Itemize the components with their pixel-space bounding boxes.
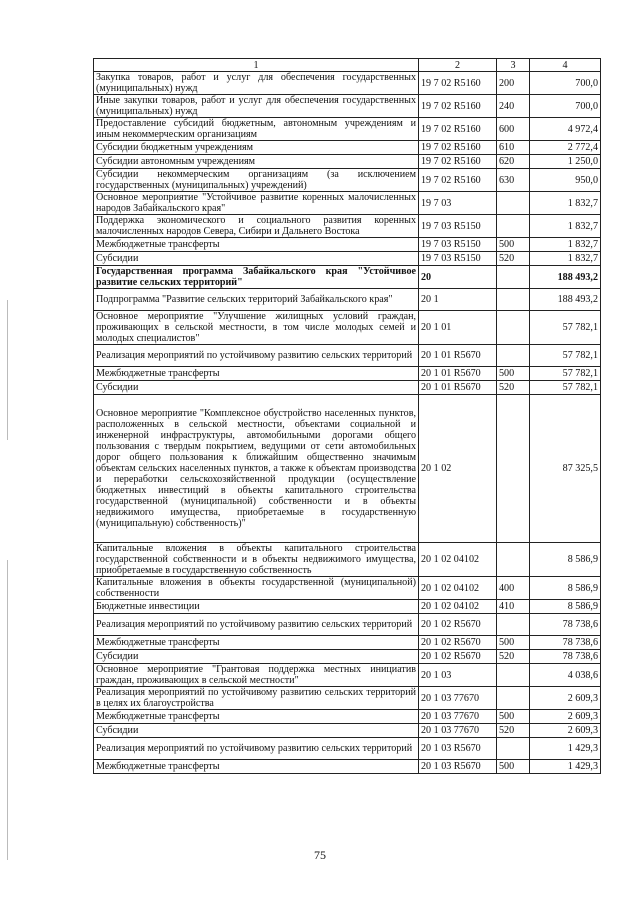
table-row <box>94 395 601 543</box>
row-code-cell: 20 1 02 R5670 <box>419 636 497 650</box>
page-number: 75 <box>314 848 326 862</box>
row-name-cell: Иные закупки товаров, работ и услуг для обеспечения государственных (муниципальных) нужд <box>94 95 419 118</box>
row-type-cell: 520 <box>497 381 530 395</box>
row-code-cell: 20 1 01 <box>419 311 497 345</box>
row-sum-cell: 188 493,2 <box>530 266 601 289</box>
row-sum-cell: 2 609,3 <box>530 710 601 724</box>
table-row <box>94 738 601 760</box>
row-code-cell: 19 7 03 <box>419 192 497 215</box>
row-sum-cell: 4 038,6 <box>530 664 601 687</box>
row-code-cell: 20 1 03 R5670 <box>419 760 497 774</box>
row-name-cell: Предоставление субсидий бюджетным, автономным учреждениям и иным некоммерческим организациям <box>94 118 419 141</box>
row-name-cell: Субсидии <box>94 381 419 395</box>
row-type-cell <box>497 192 530 215</box>
row-name-cell: Субсидии бюджетным учреждениям <box>94 141 419 155</box>
row-type-cell <box>497 311 530 345</box>
row-name-cell: Субсидии автономным учреждениям <box>94 155 419 169</box>
row-sum-cell: 1 832,7 <box>530 192 601 215</box>
row-sum-cell: 1 250,0 <box>530 155 601 169</box>
row-name-cell: Реализация мероприятий по устойчивому развитию сельских территорий <box>94 345 419 367</box>
row-code-cell: 20 1 03 <box>419 664 497 687</box>
row-type-cell <box>497 687 530 710</box>
row-name-cell: Капитальные вложения в объекты капитального строительства государственной собственности и в объекты недвижимого имущества, приобретаемые в государственную собственность <box>94 543 419 577</box>
row-sum-cell: 57 782,1 <box>530 345 601 367</box>
row-sum-cell: 57 782,1 <box>530 311 601 345</box>
row-type-cell: 520 <box>497 650 530 664</box>
row-code-cell: 20 1 03 77670 <box>419 724 497 738</box>
table-row <box>94 577 601 600</box>
row-name-cell: Закупка товаров, работ и услуг для обеспечения государственных (муниципальных) нужд <box>94 72 419 95</box>
row-name-cell: Поддержка экономического и социального развития коренных малочисленных народов Севера, Сибири и Дальнего Востока <box>94 215 419 238</box>
table-row <box>94 155 601 169</box>
table-row <box>94 169 601 192</box>
row-sum-cell: 1 832,7 <box>530 252 601 266</box>
row-type-cell <box>497 614 530 636</box>
row-type-cell <box>497 215 530 238</box>
row-name-cell: Государственная программа Забайкальского края "Устойчивое развитие сельских территорий" <box>94 266 419 289</box>
row-sum-cell: 8 586,9 <box>530 543 601 577</box>
row-sum-cell: 78 738,6 <box>530 636 601 650</box>
row-code-cell: 19 7 03 R5150 <box>419 252 497 266</box>
row-type-cell: 520 <box>497 252 530 266</box>
row-code-cell: 20 1 02 04102 <box>419 600 497 614</box>
row-type-cell: 500 <box>497 238 530 252</box>
row-type-cell: 410 <box>497 600 530 614</box>
row-sum-cell: 950,0 <box>530 169 601 192</box>
row-type-cell <box>497 345 530 367</box>
table-row <box>94 664 601 687</box>
row-type-cell: 630 <box>497 169 530 192</box>
row-sum-cell: 1 429,3 <box>530 738 601 760</box>
row-code-cell: 20 1 03 77670 <box>419 710 497 724</box>
row-name-cell: Межбюджетные трансферты <box>94 367 419 381</box>
row-code-cell: 20 1 02 R5670 <box>419 650 497 664</box>
row-name-cell: Реализация мероприятий по устойчивому развитию сельских территорий <box>94 614 419 636</box>
row-code-cell: 20 1 03 77670 <box>419 687 497 710</box>
table-row <box>94 238 601 252</box>
table-row <box>94 543 601 577</box>
table-row <box>94 710 601 724</box>
row-sum-cell: 700,0 <box>530 95 601 118</box>
row-type-cell: 400 <box>497 577 530 600</box>
row-type-cell: 620 <box>497 155 530 169</box>
row-name-cell: Бюджетные инвестиции <box>94 600 419 614</box>
table-row <box>94 311 601 345</box>
row-name-cell: Межбюджетные трансферты <box>94 710 419 724</box>
scan-margin-line <box>7 300 8 440</box>
header-cell: 1 <box>94 59 419 72</box>
table-row <box>94 141 601 155</box>
row-code-cell: 19 7 03 R5150 <box>419 215 497 238</box>
row-sum-cell: 87 325,5 <box>530 395 601 543</box>
row-name-cell: Субсидии <box>94 252 419 266</box>
table-row <box>94 650 601 664</box>
row-type-cell: 500 <box>497 760 530 774</box>
table-row <box>94 636 601 650</box>
row-code-cell: 20 1 01 R5670 <box>419 345 497 367</box>
row-name-cell: Основное мероприятие "Устойчивое развитие коренных малочисленных народов Забайкальского края" <box>94 192 419 215</box>
row-name-cell: Основное мероприятие "Улучшение жилищных условий граждан, проживающих в сельской местности, в том числе молодых семей и молодых специалистов" <box>94 311 419 345</box>
header-cell: 2 <box>419 59 497 72</box>
row-code-cell: 19 7 02 R5160 <box>419 95 497 118</box>
row-type-cell: 500 <box>497 367 530 381</box>
row-code-cell: 19 7 02 R5160 <box>419 169 497 192</box>
row-name-cell: Субсидии некоммерческим организациям (за исключением государственных (муниципальных) учреждений) <box>94 169 419 192</box>
row-name-cell: Капитальные вложения в объекты государственной (муниципальной) собственности <box>94 577 419 600</box>
row-type-cell <box>497 738 530 760</box>
table-row <box>94 687 601 710</box>
row-type-cell: 200 <box>497 72 530 95</box>
row-code-cell: 19 7 02 R5160 <box>419 118 497 141</box>
row-name-cell: Межбюджетные трансферты <box>94 238 419 252</box>
table-row <box>94 289 601 311</box>
row-sum-cell: 1 832,7 <box>530 238 601 252</box>
row-type-cell: 500 <box>497 636 530 650</box>
row-code-cell: 20 1 02 <box>419 395 497 543</box>
row-name-cell: Межбюджетные трансферты <box>94 760 419 774</box>
row-type-cell: 500 <box>497 710 530 724</box>
row-type-cell <box>497 289 530 311</box>
row-sum-cell: 1 429,3 <box>530 760 601 774</box>
table-row <box>94 600 601 614</box>
row-name-cell: Основное мероприятие "Грантовая поддержка местных инициатив граждан, проживающих в сельской местности" <box>94 664 419 687</box>
row-sum-cell: 78 738,6 <box>530 650 601 664</box>
row-code-cell: 20 1 <box>419 289 497 311</box>
row-code-cell: 20 1 02 04102 <box>419 543 497 577</box>
row-code-cell: 20 1 03 R5670 <box>419 738 497 760</box>
row-sum-cell: 2 609,3 <box>530 687 601 710</box>
header-cell: 4 <box>530 59 601 72</box>
row-type-cell <box>497 395 530 543</box>
table-row <box>94 118 601 141</box>
row-sum-cell: 4 972,4 <box>530 118 601 141</box>
row-name-cell: Субсидии <box>94 650 419 664</box>
row-sum-cell: 57 782,1 <box>530 367 601 381</box>
table-row <box>94 345 601 367</box>
row-sum-cell: 2 609,3 <box>530 724 601 738</box>
table-row <box>94 215 601 238</box>
table-row <box>94 266 601 289</box>
row-name-cell: Реализация мероприятий по устойчивому развитию сельских территорий в целях их благоустройства <box>94 687 419 710</box>
row-sum-cell: 57 782,1 <box>530 381 601 395</box>
header-cell: 3 <box>497 59 530 72</box>
table-row <box>94 724 601 738</box>
row-name-cell: Реализация мероприятий по устойчивому развитию сельских территорий <box>94 738 419 760</box>
row-code-cell: 20 1 01 R5670 <box>419 381 497 395</box>
row-sum-cell: 188 493,2 <box>530 289 601 311</box>
row-code-cell: 19 7 03 R5150 <box>419 238 497 252</box>
table-row <box>94 192 601 215</box>
row-code-cell: 19 7 02 R5160 <box>419 155 497 169</box>
row-type-cell: 610 <box>497 141 530 155</box>
table-row <box>94 614 601 636</box>
row-sum-cell: 78 738,6 <box>530 614 601 636</box>
row-type-cell: 240 <box>497 95 530 118</box>
table-row <box>94 381 601 395</box>
row-type-cell <box>497 266 530 289</box>
row-sum-cell: 1 832,7 <box>530 215 601 238</box>
scan-margin-line <box>7 560 8 860</box>
row-name-cell: Межбюджетные трансферты <box>94 636 419 650</box>
row-code-cell: 19 7 02 R5160 <box>419 72 497 95</box>
row-sum-cell: 2 772,4 <box>530 141 601 155</box>
row-type-cell: 520 <box>497 724 530 738</box>
row-sum-cell: 8 586,9 <box>530 600 601 614</box>
row-sum-cell: 8 586,9 <box>530 577 601 600</box>
row-type-cell: 600 <box>497 118 530 141</box>
row-name-cell: Подпрограмма "Развитие сельских территорий Забайкальского края" <box>94 289 419 311</box>
row-type-cell <box>497 543 530 577</box>
row-code-cell: 19 7 02 R5160 <box>419 141 497 155</box>
row-code-cell: 20 1 01 R5670 <box>419 367 497 381</box>
table-row <box>94 760 601 774</box>
table-row <box>94 72 601 95</box>
budget-table <box>93 58 601 774</box>
table-row <box>94 367 601 381</box>
row-name-cell: Основное мероприятие "Комплексное обустройство населенных пунктов, расположенных в сельской местности, объектами социальной и инженерной инфраструктуры, автомобильными дорогами общего пользования с твердым покрытием, ведущими от сети автомобильных дорог общего пользования к ближайшим общественно значимым объектам сельских населенных пунктов, а также к объектам производства и переработки сельскохозяйственной продукции (осуществление бюджетных инвестиций в объекты капитального строительства государственной (муниципальной) собственности и в объекты недвижимого имущества, приобретаемые в государственную (муниципальную) собственность)" <box>94 395 419 543</box>
table-row <box>94 95 601 118</box>
row-code-cell: 20 1 02 R5670 <box>419 614 497 636</box>
row-sum-cell: 700,0 <box>530 72 601 95</box>
row-type-cell <box>497 664 530 687</box>
row-code-cell: 20 1 02 04102 <box>419 577 497 600</box>
row-name-cell: Субсидии <box>94 724 419 738</box>
table-header-row <box>94 59 601 72</box>
table-row <box>94 252 601 266</box>
row-code-cell: 20 <box>419 266 497 289</box>
